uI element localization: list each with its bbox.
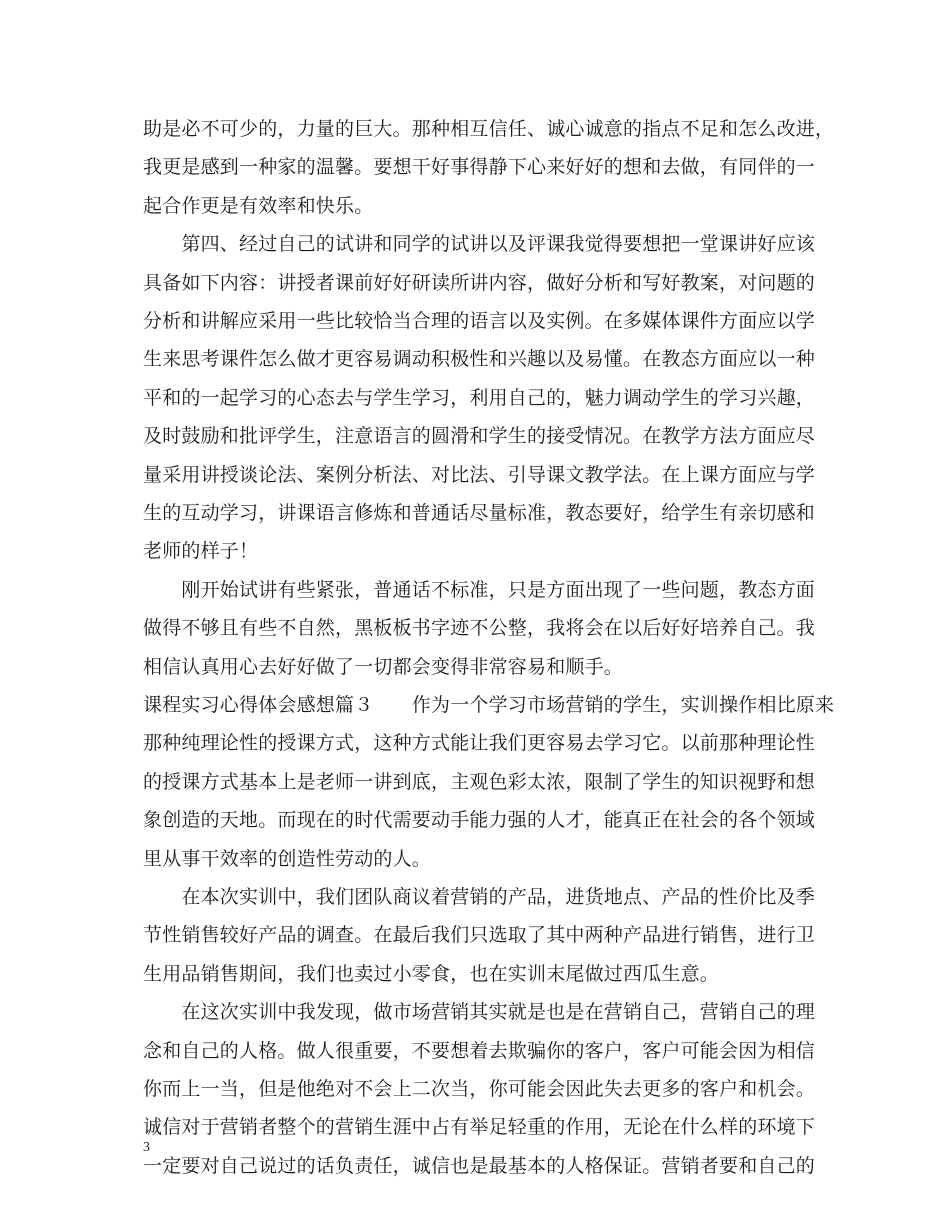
text-line: 生来思考课件怎么做才更容易调动积极性和兴趣以及易懂。在教态方面应以一种	[143, 348, 816, 370]
page-number: 3	[143, 1140, 150, 1155]
text-line: 量采用讲授谈论法、案例分析法、对比法、引导课文教学法。在上课方面应与学	[143, 464, 816, 486]
text-line: 分析和讲解应采用一些比较恰当合理的语言以及实例。在多媒体课件方面应以学	[143, 310, 816, 332]
text-line: 象创造的天地。而现在的时代需要动手能力强的人才，能真正在社会的各个领域	[143, 809, 816, 831]
text-line: 课程实习心得体会感想篇３ 作为一个学习市场营销的学生，实训操作相比原来	[143, 694, 835, 716]
text-line: 诚信对于营销者整个的营销生涯中占有举足轻重的作用，无论在什么样的环境下	[143, 1116, 816, 1138]
text-line: 里从事干效率的创造性劳动的人。	[143, 848, 432, 870]
text-line: 助是必不可少的，力量的巨大。那种相互信任、诚心诚意的指点不足和怎么改进，	[143, 118, 835, 140]
text-line: 你而上一当，但是他绝对不会上二次当，你可能会因此失去更多的客户和机会。	[143, 1078, 816, 1100]
text-line: 及时鼓励和批评学生，注意语言的圆滑和学生的接受情况。在教学方法方面应尽	[143, 425, 816, 447]
text-line: 生的互动学习，讲课语言修炼和普通话尽量标准，教态要好，给学生有亲切感和	[143, 502, 816, 524]
text-line: 老师的样子！	[143, 540, 259, 562]
text-line: 节性销售较好产品的调查。在最后我们只选取了其中两种产品进行销售，进行卫	[143, 924, 816, 946]
text-line: 一定要对自己说过的话负责任，诚信也是最基本的人格保证。营销者要和自己的	[143, 1155, 816, 1177]
text-line: 念和自己的人格。做人很重要，不要想着去欺骗你的客户，客户可能会因为相信	[143, 1040, 816, 1062]
text-line: 在本次实训中，我们团队商议着营销的产品，进货地点、产品的性价比及季	[143, 886, 816, 908]
text-line: 具备如下内容：讲授者课前好好研读所讲内容，做好分析和写好教案，对问题的	[143, 272, 816, 294]
text-line: 我更是感到一种家的温馨。要想干好事得静下心来好好的想和去做，有同伴的一	[143, 156, 816, 178]
text-line: 做得不够且有些不自然，黑板板书字迹不公整，我将会在以后好好培养自己。我	[143, 617, 816, 639]
text-line: 的授课方式基本上是老师一讲到底，主观色彩太浓，限制了学生的知识视野和想	[143, 771, 816, 793]
text-line: 那种纯理论性的授课方式，这种方式能让我们更容易去学习它。以前那种理论性	[143, 732, 816, 754]
text-line: 平和的一起学习的心态去与学生学习，利用自己的，魅力调动学生的学习兴趣，	[143, 387, 816, 409]
text-line: 刚开始试讲有些紧张，普通话不标准，只是方面出现了一些问题，教态方面	[143, 579, 816, 601]
text-line: 相信认真用心去好好做了一切都会变得非常容易和顺手。	[143, 656, 624, 678]
text-line: 起合作更是有效率和快乐。	[143, 195, 374, 217]
text-line: 在这次实训中我发现，做市场营销其实就是也是在营销自己，营销自己的理	[143, 1001, 816, 1023]
text-line: 第四、经过自己的试讲和同学的试讲以及评课我觉得要想把一堂课讲好应该	[143, 233, 816, 255]
text-line: 生用品销售期间，我们也卖过小零食，也在实训末尾做过西瓜生意。	[143, 963, 720, 985]
